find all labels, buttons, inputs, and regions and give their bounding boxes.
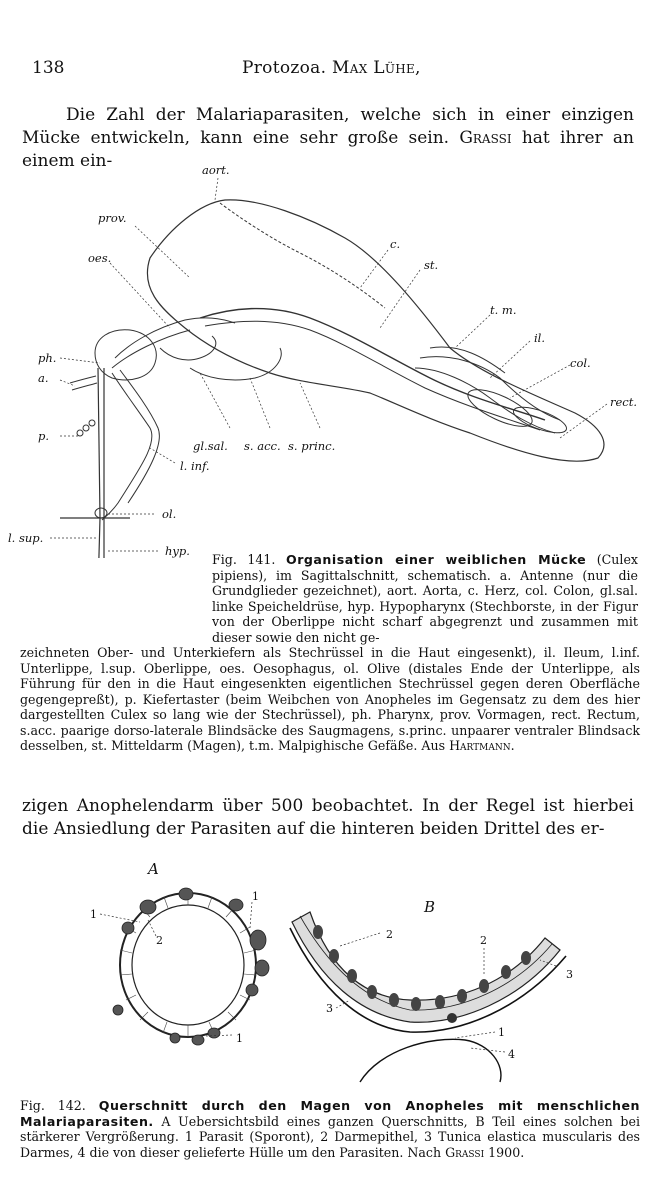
label-sacc: s. acc.: [244, 439, 281, 453]
panel-b-label-3-left: 3: [326, 1002, 333, 1015]
figure-141-mosquito-illustration: [0, 158, 660, 558]
figure-142-caption: [20, 1098, 640, 1160]
figure-142-caption-title: Querschnitt durch den Magen von Anopheles mit menschlichen Malariaparasiten.: [20, 1098, 640, 1129]
paragraph-2-text: zigen Anophelendarm über 500 beobachtet. In der Regel ist hierbei die Ansiedlung der Parasiten auf die hinteren beiden Drittel des er-: [22, 796, 634, 839]
panel-b-letter: B: [424, 898, 436, 916]
label-st: st.: [424, 258, 439, 272]
running-head-author: Max Lühe,: [332, 58, 421, 78]
panel-b-label-2-left: 2: [386, 928, 393, 941]
paragraph-2: [22, 795, 634, 841]
panel-b-drawing: [290, 898, 573, 1082]
panel-a-label-1-left: 1: [90, 908, 97, 921]
label-ph: ph.: [38, 351, 57, 365]
panel-b-label-3-right: 3: [566, 968, 573, 981]
label-oes: oes.: [88, 251, 112, 265]
figure-142-caption-source: Grassi 1900.: [445, 1144, 525, 1160]
label-prov: prov.: [98, 211, 127, 225]
panel-b-label-2-right: 2: [480, 934, 487, 947]
label-p: p.: [38, 429, 50, 443]
label-linf: l. inf.: [180, 459, 210, 473]
label-ol: ol.: [162, 507, 177, 521]
running-head: [242, 58, 421, 78]
running-head-title: Protozoa.: [242, 58, 327, 78]
panel-a-label-1-bottom: 1: [236, 1032, 243, 1045]
label-hyp: hyp.: [165, 544, 190, 558]
mosquito-body-drawing: [60, 200, 604, 558]
paragraph-1-text: Die Zahl der Malariaparasiten, welche sich in einer einzigen Mücke entwickeln, kann eine sehr große sein.: [22, 105, 634, 148]
page-number: 138: [32, 58, 65, 78]
figure-141-caption-text-1: (Culex pipiens), im Sagittalschnitt, schematisch. a. Antenne (nur die Grundglieder gezeichnet), aort. Aorta, c. Herz, col. Colon, gl.sal. linke Speicheldrüse, hyp. Hypopharynx (Stechborste, in der Figur von der Oberlippe nicht scharf abgegrenzt und zusammen mit dieser sowie den nicht ge-: [212, 552, 638, 645]
panel-a-letter: A: [148, 860, 159, 878]
panel-a-label-1-right: 1: [252, 890, 259, 903]
panel-b-label-4: 4: [508, 1048, 515, 1061]
running-header: [32, 58, 632, 82]
figure-141-caption-part-2: [20, 645, 640, 754]
paragraph-1-author: Grassi: [459, 128, 512, 148]
panel-b-label-1: 1: [498, 1026, 505, 1039]
figure-142-cross-section: [0, 850, 660, 1090]
paragraph-1-text-end: hat ihrer an einem ein-: [22, 128, 634, 171]
label-lsup: l. sup.: [8, 531, 44, 545]
figure-141-caption-source: Hartmann.: [449, 738, 515, 753]
figure-141-caption-text-2: zeichneten Ober- und Unterkiefern als Stechrüssel in die Haut eingesenkt), il. Ileum, l.inf. Unterlippe, l.sup. Oberlippe, oes. Oesophagus, ol. Olive (distales Ende der Unterlippe, als Führung für den in die Haut eingesenkten eigentlichen Stechrüssel gegen deren Oberfläche gegengepreßt), p. Kiefertaster (beim Weibchen von Anopheles im Gegensatz zu dem des hier dargestellten Culex so lang wie der Stechrüssel), ph. Pharynx, prov. Vormagen, rect. Rectum, s.acc. paarige dorso-laterale Blindsäcke des Saugmagens, s.princ. unpaarer ventraler Blindsack desselben, st. Mitteldarm (Magen), t.m. Malpighische Gefäße. Aus: [20, 645, 640, 753]
label-a: a.: [38, 371, 49, 385]
panel-a-label-2: 2: [156, 934, 163, 947]
label-glsal: gl.sal.: [193, 439, 228, 453]
figure-141-caption-title: Organisation einer weiblichen Mücke: [286, 552, 587, 567]
figure-142-caption-number: Fig. 142.: [20, 1098, 86, 1113]
label-c: c.: [390, 237, 401, 251]
label-col: col.: [570, 356, 591, 370]
label-rect: rect.: [610, 395, 638, 409]
label-tm: t. m.: [490, 303, 517, 317]
figure-141-caption-part-1: [212, 552, 638, 645]
figure-141-caption-number: Fig. 141.: [212, 552, 276, 567]
panel-a-drawing: [90, 860, 269, 1045]
figure-142-caption-text: A Uebersichtsbild eines ganzen Querschnitts, B Teil eines solchen bei stärkerer Vergrößerung. 1 Parasit (Sporont), 2 Darmepithel, 3 Tunica elastica muscularis des Darmes, 4 die von dieser gelieferte Hülle um den Parasiten. Nach: [20, 1113, 640, 1160]
label-sprinc: s. princ.: [288, 439, 336, 453]
label-il: il.: [534, 331, 546, 345]
label-aort: aort.: [202, 163, 230, 177]
